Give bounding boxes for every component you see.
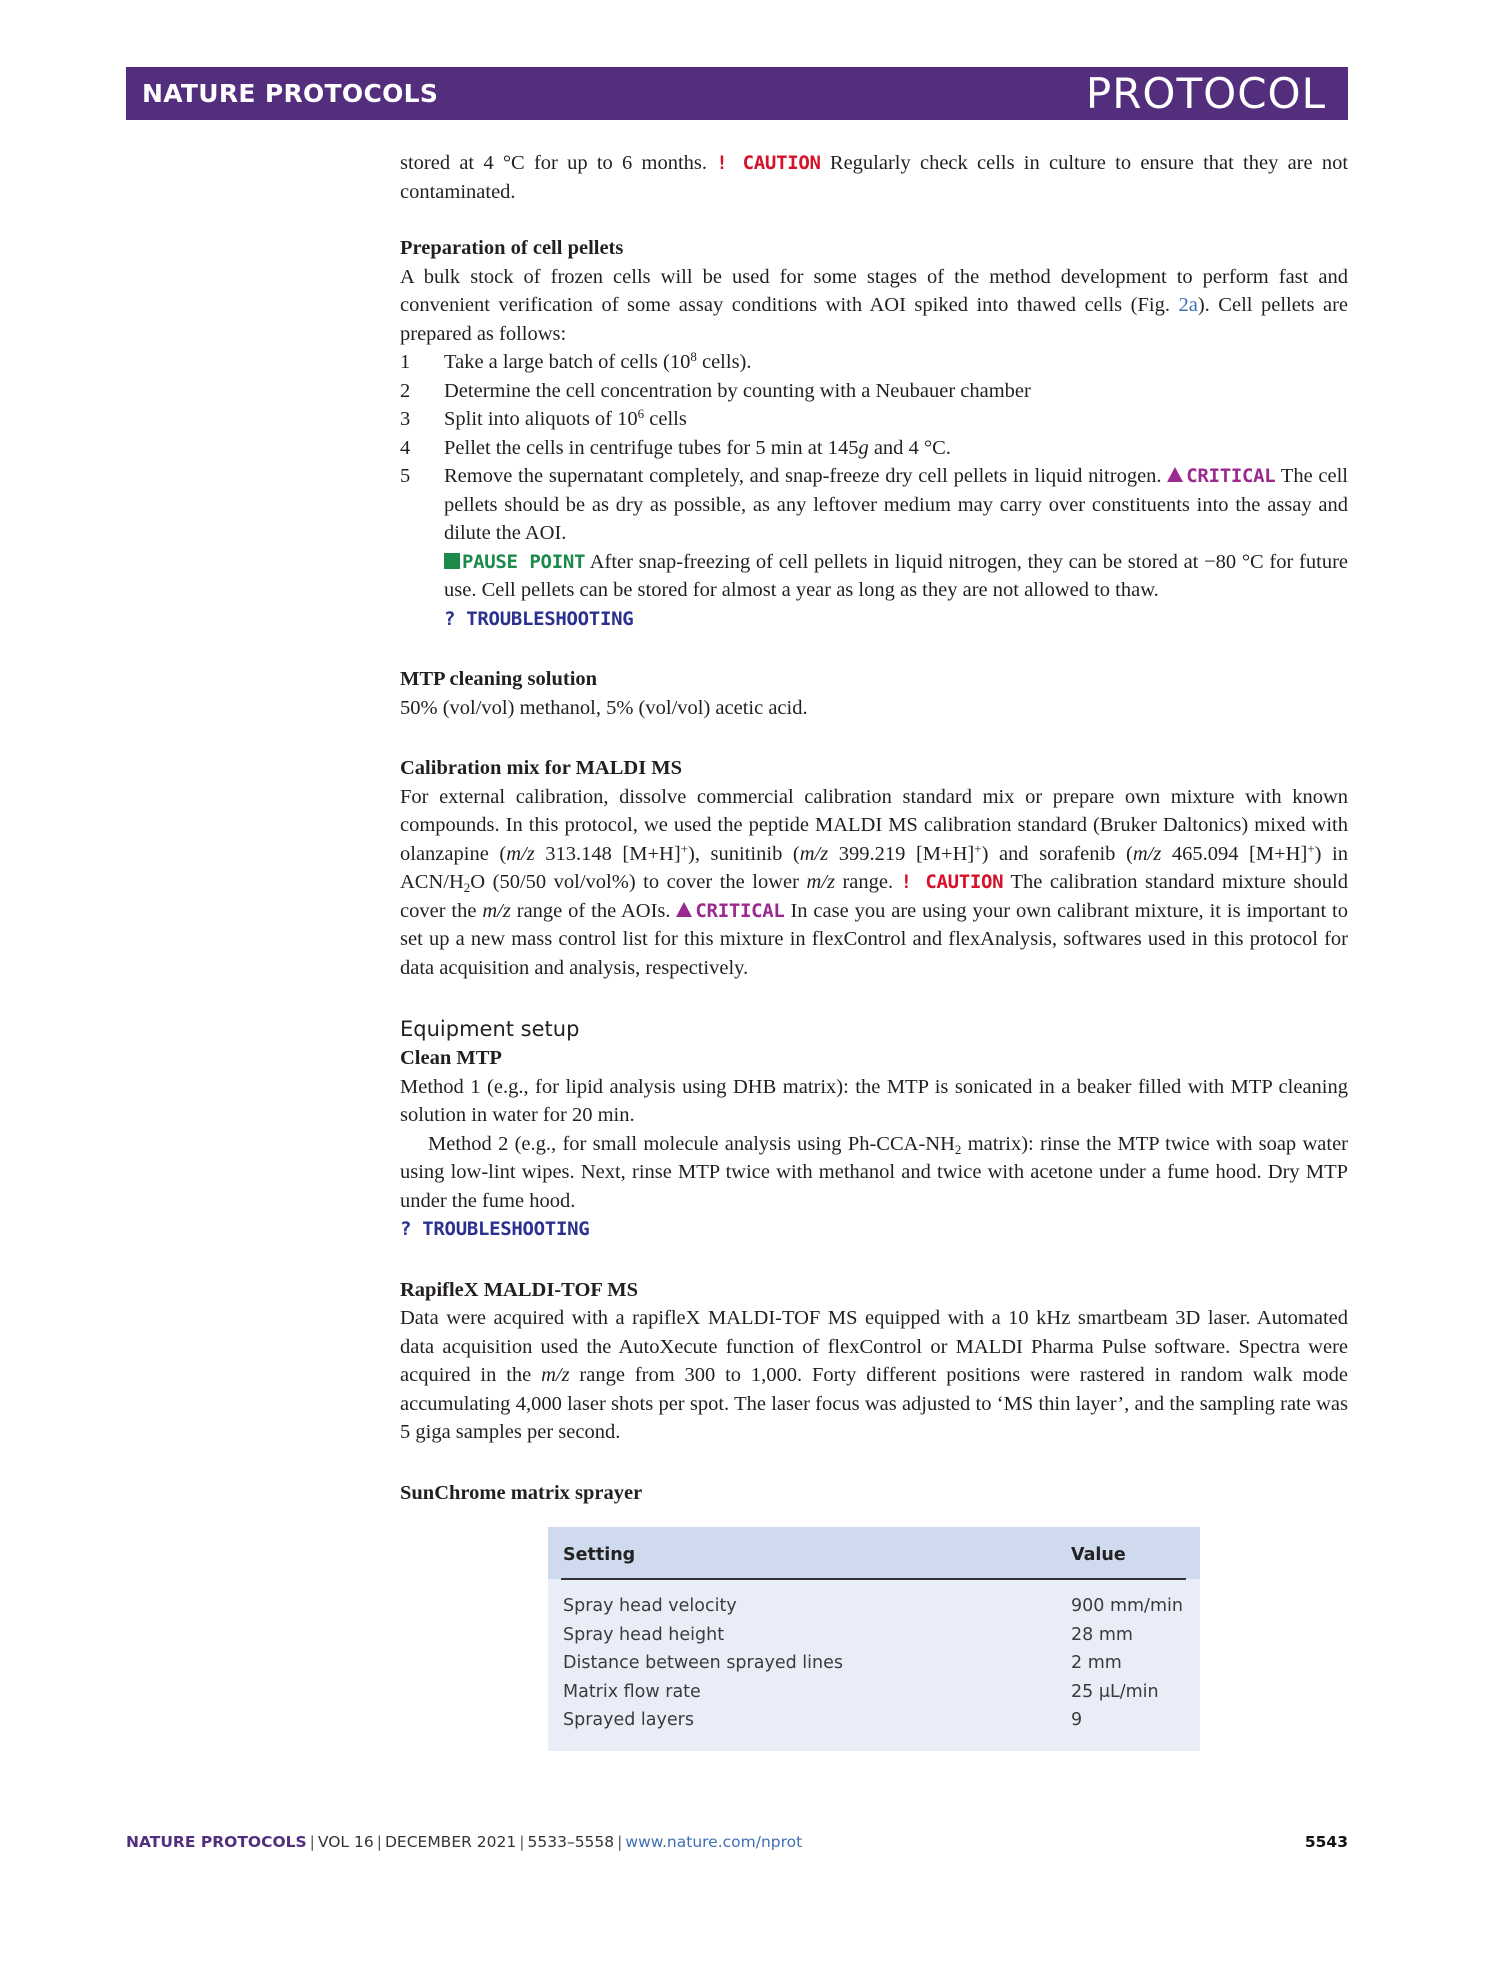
critical-triangle-icon bbox=[676, 902, 692, 917]
column-header-value: Value bbox=[1071, 1545, 1126, 1565]
list-item: 4 Pellet the cells in centrifuge tubes for 5 min at 145g and 4 °C. bbox=[400, 436, 951, 459]
footer-date: DECEMBER 2021 bbox=[384, 1833, 517, 1851]
caution-label: ! CAUTION bbox=[900, 871, 1004, 893]
footer-url-link[interactable]: www.nature.com/nprot bbox=[625, 1833, 803, 1851]
rapiflex-paragraph: Data were acquired with a rapifleX MALDI-TOF MS equipped with a 10 kHz smartbeam 3D laser. Automated data acquisition used the AutoXecute function of flexControl or MALDI Pharma Pulse software. Spectra were acquired in the m/z range from 300 to 1,000. Forty different positions were rastered in random walk mode accumulating 4,000 laser shots per spot. The laser focus was adjusted to ‘MS thin layer’, and the sampling rate was 5 giga samples per second. bbox=[400, 1307, 1348, 1443]
troubleshooting-link[interactable]: ? TROUBLESHOOTING bbox=[400, 1218, 590, 1240]
sprayer-heading: SunChrome matrix sprayer bbox=[400, 1481, 643, 1504]
intro-paragraph: stored at 4 °C for up to 6 months. ! CAUTION Regularly check cells in culture to ensure that they are not contaminated. bbox=[400, 152, 1349, 203]
page-footer bbox=[126, 1833, 1348, 1851]
method-2-paragraph: Method 2 (e.g., for small molecule analysis using $Ph-CCA-NH_2$ matrix): rinse the MTP twice with soap water using low-lint wipes. Next, rinse MTP twice with methanol and twice with acetone under a fume hood. Dry MTP under the fume hood. bbox=[400, 1132, 1349, 1212]
cell-pellet-steps bbox=[400, 348, 1348, 633]
critical-label: CRITICAL bbox=[1186, 465, 1276, 487]
list-item: 5 Remove the supernatant completely, and snap-freeze dry cell pellets in liquid nitrogen. CRITICAL The cell pellets should be as dry as possible, as any leftover medium may carry over constituents into the assay and dilute the AOI. PAUSE POINT After snap-freezing of cell pellets in liquid nitrogen, they can be stored at −80 °C for future use. Cell pellets can be stored for almost a year as long as they are not allowed to thaw. ? TROUBLESHOOTING bbox=[400, 465, 1348, 630]
troubleshooting-link[interactable]: ? TROUBLESHOOTING bbox=[444, 607, 634, 630]
footer-journal: NATURE PROTOCOLS bbox=[126, 1833, 307, 1851]
mtp-solution-heading: MTP cleaning solution bbox=[400, 668, 598, 690]
list-item: 1 Take a large batch of cells ($10^8$ cells). bbox=[400, 349, 752, 373]
table-row: Distance between sprayed lines 2 mm bbox=[563, 1653, 1122, 1673]
journal-name: NATURE PROTOCOLS bbox=[142, 79, 439, 108]
cell-pellets-heading: Preparation of cell pellets bbox=[400, 237, 624, 259]
clean-mtp-heading: Clean MTP bbox=[400, 1047, 502, 1069]
list-item: 2 Determine the cell concentration by counting with a Neubauer chamber bbox=[400, 379, 1031, 402]
article-type: PROTOCOL bbox=[1085, 69, 1326, 118]
pause-point-label: PAUSE POINT bbox=[462, 550, 586, 573]
header-banner bbox=[126, 67, 1348, 120]
pause-square-icon bbox=[444, 553, 460, 569]
footer-pages: 5533–5558 bbox=[527, 1833, 615, 1851]
calibration-heading: Calibration mix for MALDI MS bbox=[400, 757, 683, 779]
critical-triangle-icon bbox=[1167, 467, 1183, 482]
table-row: Spray head height 28 mm bbox=[563, 1624, 1133, 1645]
table-row: Spray head velocity 900 mm/min bbox=[563, 1596, 1183, 1616]
header-rule bbox=[561, 1578, 1186, 1580]
main-text bbox=[400, 149, 1348, 1507]
critical-label: CRITICAL bbox=[695, 899, 785, 922]
footer-citation: NATURE PROTOCOLS | VOL 16 | DECEMBER 2021 | 5533–5558 | www.nature.com/nprot bbox=[126, 1833, 803, 1851]
table-header bbox=[548, 1527, 1200, 1579]
calibration-paragraph: For external calibration, dissolve commercial calibration standard mix or prepare own mixture with known compounds. In this protocol, we used the peptide MALDI MS calibration standard (Bruker Daltonics) mixed with olanzapine (m/z 313.148 [M+H]+), sunitinib (m/z 399.219 [M+H]+) and sorafenib (m/z 465.094 [M+H]+) in ACN/$H_2O$ (50/50 vol/vol%) to cover the lower m/z range. ! CAUTION The calibration standard mixture should cover the m/z range of the AOIs. CRITICAL In case you are using your own calibrant mixture, it is important to set up a new mass control list for this mixture in flexControl and flexAnalysis, softwares used in this protocol for data acquisition and analysis, respectively. bbox=[400, 785, 1348, 979]
table-row: Matrix flow rate 25 μL/min bbox=[563, 1681, 1159, 1702]
page-number: 5543 bbox=[1304, 1833, 1348, 1851]
list-item: 3 Split into aliquots of $10^6$ cells bbox=[400, 406, 687, 430]
cell-pellets-paragraph: A bulk stock of frozen cells will be used for some stages of the method development to perform fast and convenient verification of some assay conditions with AOI spiked into thawed cells (Fig. 2a). Cell pellets are prepared as follows: bbox=[400, 265, 1349, 345]
figure-reference-link[interactable]: 2a bbox=[1178, 294, 1198, 316]
caution-label: ! CAUTION bbox=[716, 152, 821, 174]
sprayer-settings-table bbox=[548, 1527, 1200, 1751]
column-header-setting: Setting bbox=[563, 1545, 636, 1565]
rapiflex-heading: RapifleX MALDI-TOF MS bbox=[400, 1278, 639, 1301]
footer-volume: VOL 16 bbox=[317, 1833, 374, 1851]
equipment-setup-heading: Equipment setup bbox=[400, 1017, 580, 1041]
method-1-paragraph: Method 1 (e.g., for lipid analysis using DHB matrix): the MTP is sonicated in a beaker filled with MTP cleaning solution in water for 20 min. bbox=[400, 1075, 1348, 1126]
mtp-solution-text: 50% (vol/vol) methanol, 5% (vol/vol) acetic acid. bbox=[400, 696, 808, 719]
table-row: Sprayed layers 9 bbox=[563, 1710, 1083, 1730]
